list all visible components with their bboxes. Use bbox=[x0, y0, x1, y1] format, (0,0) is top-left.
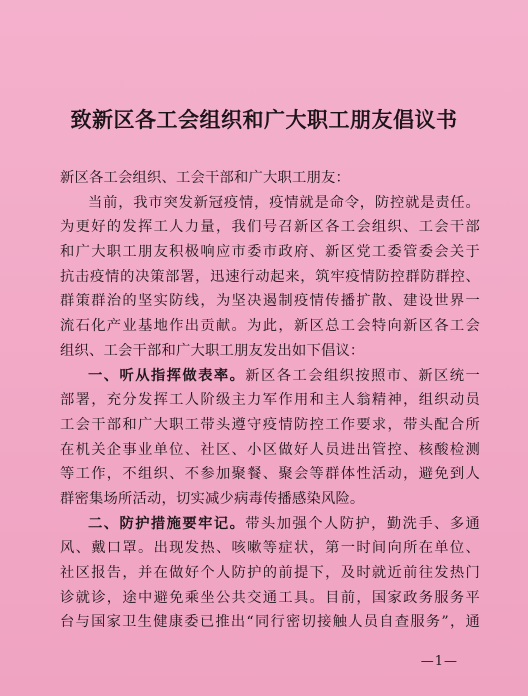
paragraph-1-line-7: 组织、工会干部和广大职工朋友发出如下倡议： bbox=[60, 342, 365, 359]
salutation: 新区各工会组织、工会干部和广大职工朋友： bbox=[60, 170, 350, 186]
paragraph-3-line-5: 台与国家卫生健康委已推出“同行密切接触人员自查服务”，通 bbox=[60, 614, 480, 631]
paragraph-1-line-6: 流石化产业基地作出贡献。为此，新区总工会特向新区各工会 bbox=[60, 318, 480, 335]
paragraph-1-line-5: 群策群治的坚实防线，为坚决遏制疫情传播扩散、建设世界一 bbox=[60, 293, 480, 310]
paragraph-2-line-1 bbox=[60, 364, 480, 389]
paragraph-2-line-3: 工会干部和广大职工带头遵守疫情防控工作要求，带头配合所 bbox=[60, 416, 480, 433]
page-number: —1— bbox=[420, 654, 458, 669]
paragraph-2-line-5: 等工作，不组织、不参加聚餐、聚会等群体性活动，避免到人 bbox=[60, 466, 480, 483]
paragraph-1-line-4: 抗击疫情的决策部署，迅速行动起来，筑牢疫情防控群防群控、 bbox=[60, 268, 480, 285]
paragraph-2-line-4: 在机关企事业单位、社区、小区做好人员进出管控、核酸检测 bbox=[60, 441, 480, 458]
paragraph-1-line-1: 当前，我市突发新冠疫情，疫情就是命令，防控就是责任。 bbox=[88, 194, 480, 211]
paragraph-2-line-2: 部署，充分发挥工人阶级主力军作用和主人翁精神，组织动员 bbox=[60, 392, 480, 409]
paragraph-3-first-line-text: 带头加强个人防护，勤洗手、多通 bbox=[245, 515, 481, 532]
paragraph-2-heading: 一、听从指挥做表率。 bbox=[88, 367, 246, 384]
paragraph-3-line-3: 社区报告，并在做好个人防护的前提下，及时就近前往发热门 bbox=[60, 565, 480, 581]
paragraph-1-line-3: 和广大职工朋友积极响应市委市政府、新区党工委管委会关于 bbox=[60, 244, 480, 261]
paragraph-3-line-1 bbox=[60, 512, 480, 537]
paragraph-3-line-4: 诊就诊，途中避免乘坐公共交通工具。目前，国家政务服务平 bbox=[60, 589, 480, 606]
document-body bbox=[60, 166, 480, 635]
paragraph-3-line-2: 风、戴口罩。出现发热、咳嗽等症状，第一时间向所在单位、 bbox=[60, 540, 480, 557]
paragraph-3-heading: 二、防护措施要牢记。 bbox=[88, 515, 246, 532]
paragraph-2-line-6: 群密集场所活动，切实减少病毒传播感染风险。 bbox=[60, 490, 365, 507]
document-title: 致新区各工会组织和广大职工朋友倡议书 bbox=[70, 107, 458, 132]
paragraph-1-line-2: 为更好的发挥工人力量，我们号召新区各工会组织、工会干部 bbox=[60, 219, 480, 236]
paragraph-2-first-line-text: 新区各工会组织按照市、新区统一 bbox=[245, 367, 481, 384]
